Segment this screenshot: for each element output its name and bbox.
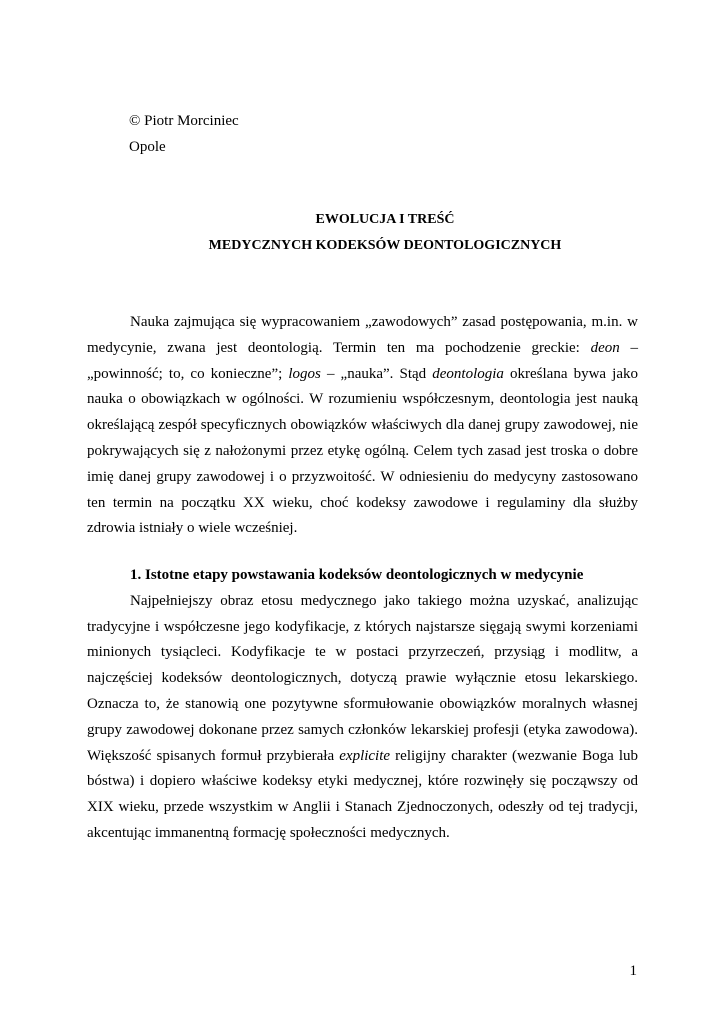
- intro-text-4: określana bywa jako nauka o obowiązkach w ogólności. W rozumieniu współczesnym, deontologia jest nauką określającą zespół specyficznych obowiązków właściwych dla danej grupy zawodowej, nie pokrywających się z nałożonymi przez etykę ogólną. Celem tych zasad jest troska o dobre imię danej grupy zawodowej i o przyzwoitość. W odniesieniu do medycyny zastosowano ten termin na początku XX wieku, choć kodeksy zawodowe i regulaminy dla służby zdrowia istniały o wiele wcześniej.: [87, 365, 638, 537]
- copyright-line: © Piotr Morciniec: [129, 113, 239, 129]
- intro-text-3: – „nauka”. Stąd: [320, 365, 433, 382]
- intro-text-1: Nauka zajmująca się wypracowaniem „zawodowych” zasad postępowania, m.in. w medycynie, zwana jest deontologią. Termin ten ma pochodzenie greckie:: [87, 314, 638, 356]
- term-explicite: explicite: [339, 747, 391, 764]
- section-1-heading: 1. Istotne etapy powstawania kodeksów deontologicznych w medycynie: [130, 567, 584, 583]
- title-line-1: EWOLUCJA I TREŚĆ: [315, 212, 455, 227]
- intro-text-2: – „powinność; to, co konieczne”;: [87, 339, 638, 382]
- term-deontologia: deontologia: [432, 365, 504, 382]
- term-logos: logos: [288, 365, 321, 382]
- page-number: 1: [629, 963, 637, 979]
- author-block: [129, 108, 239, 160]
- intro-paragraph: [87, 310, 638, 542]
- section-1-text-1: Najpełniejszy obraz etosu medycznego jako takiego można uzyskać, analizując tradycyjne i współczesne jego kodyfikacje, z których najstarsze sięgają swymi korzeniami minionych tysiącleci. Kodyfikacje te w postaci przyrzeczeń, przysiąg i modlitw, a najczęściej kodeksów deontologicznych, dotyczą prawie wyłącznie etosu lekarskiego. Oznacza to, że stanowią one pozytywne sformułowanie obowiązków moralnych własnej grupy zawodowej dokonane przez samych członków lekarskiej profesji (etyka zawodowa). Większość spisanych formuł przybierała: [87, 592, 638, 764]
- term-deon: deon: [590, 339, 620, 356]
- section-1: [87, 563, 638, 847]
- title-line-2: MEDYCZNYCH KODEKSÓW DEONTOLOGICZNYCH: [208, 238, 562, 253]
- section-1-paragraph: [87, 589, 638, 847]
- intro-paragraph-text: [87, 310, 638, 542]
- city-line: Opole: [129, 139, 166, 155]
- document-title: [0, 207, 724, 259]
- section-1-text-2: religijny charakter (wezwanie Boga lub bóstwa) i dopiero właściwe kodeksy etyki medycznej, które rozwinęły się począwszy od XIX wieku, przede wszystkim w Anglii i Stanach Zjednoczonych, odeszły od tej tradycji, akcentując immanentną formację społeczności medycznych.: [87, 747, 639, 841]
